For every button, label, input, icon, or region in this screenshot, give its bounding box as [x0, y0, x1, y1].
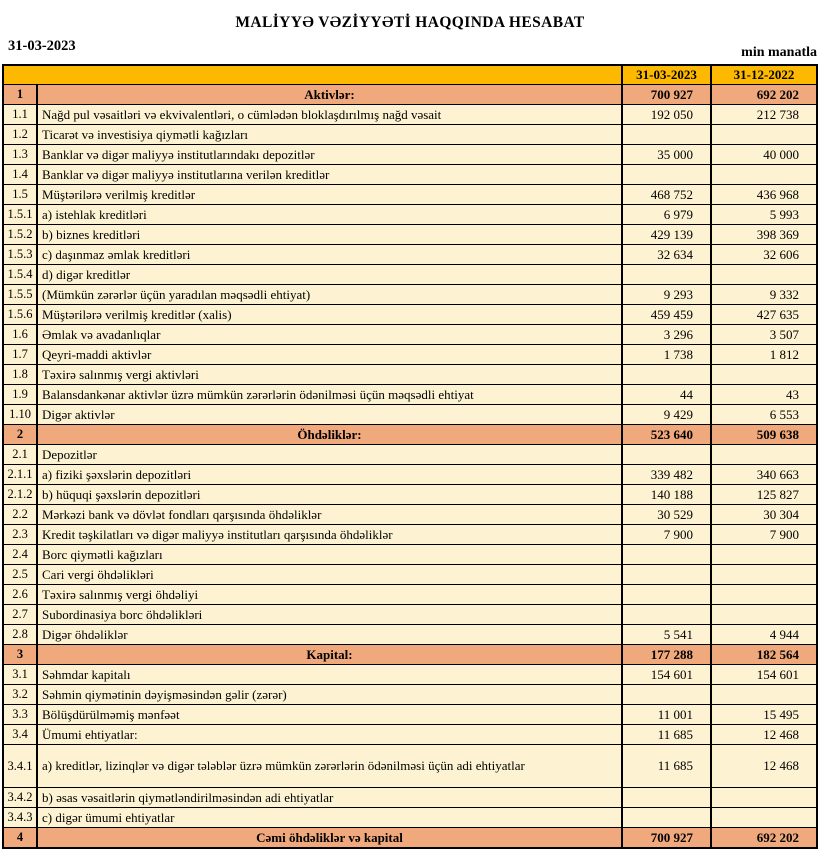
row-label-cell: Depozitlər	[37, 445, 622, 465]
value-2022-cell: 5 993	[711, 205, 817, 225]
table-row	[3, 245, 817, 265]
value-2023-cell: 523 640	[622, 425, 711, 445]
value-2023-cell	[622, 788, 711, 808]
value-2023-cell	[622, 545, 711, 565]
row-number-cell: 3.4.3	[3, 808, 37, 828]
table-row	[3, 665, 817, 685]
row-number-cell: 2.5	[3, 565, 37, 585]
row-number-cell: 1.8	[3, 365, 37, 385]
value-2022-cell	[711, 165, 817, 185]
row-label-cell: Mərkəzi bank və dövlət fondları qarşısında öhdəliklər	[37, 505, 622, 525]
row-label-cell: Aktivlər:	[37, 85, 622, 105]
value-2022-cell: 398 369	[711, 225, 817, 245]
table-row	[3, 345, 817, 365]
value-2022-cell	[711, 545, 817, 565]
section-row	[3, 425, 817, 445]
table-row	[3, 505, 817, 525]
value-2022-cell	[711, 808, 817, 828]
value-2022-cell: 7 900	[711, 525, 817, 545]
section-row	[3, 85, 817, 105]
table-row	[3, 325, 817, 345]
value-2023-cell: 6 979	[622, 205, 711, 225]
value-2023-cell: 700 927	[622, 85, 711, 105]
value-2022-cell: 40 000	[711, 145, 817, 165]
row-number-cell: 1.5.4	[3, 265, 37, 285]
row-label-cell: a) kreditlər, lizinqlər və digər tələblər üzrə mümkün zərərlərin ödənilməsi üçün adi ehtiyatlar	[37, 745, 622, 788]
table-row	[3, 145, 817, 165]
value-2022-cell	[711, 265, 817, 285]
row-number-cell: 1.5.6	[3, 305, 37, 325]
row-number-cell: 2.2	[3, 505, 37, 525]
header-period-2023: 31-03-2023	[622, 65, 711, 85]
value-2022-cell	[711, 125, 817, 145]
value-2022-cell: 1 812	[711, 345, 817, 365]
row-number-cell: 3.2	[3, 685, 37, 705]
value-2022-cell: 4 944	[711, 625, 817, 645]
table-row	[3, 125, 817, 145]
table-row	[3, 545, 817, 565]
table-row	[3, 605, 817, 625]
row-label-cell: Balansdankənar aktivlər üzrə mümkün zərərlərin ödənilməsi üçün məqsədli ehtiyat	[37, 385, 622, 405]
row-number-cell: 1.7	[3, 345, 37, 365]
table-row	[3, 788, 817, 808]
row-label-cell: a) istehlak kreditləri	[37, 205, 622, 225]
value-2023-cell	[622, 365, 711, 385]
value-2023-cell	[622, 165, 711, 185]
value-2022-cell: 43	[711, 385, 817, 405]
row-number-cell: 1.5	[3, 185, 37, 205]
section-row	[3, 645, 817, 665]
row-number-cell: 3	[3, 645, 37, 665]
table-row	[3, 185, 817, 205]
row-label-cell: Təxirə salınmış vergi öhdəliyi	[37, 585, 622, 605]
value-2023-cell	[622, 605, 711, 625]
table-row	[3, 808, 817, 828]
table-row	[3, 525, 817, 545]
value-2022-cell: 12 468	[711, 725, 817, 745]
row-label-cell: Ümumi ehtiyatlar:	[37, 725, 622, 745]
row-label-cell: Borc qiymətli kağızları	[37, 545, 622, 565]
row-number-cell: 2.1.2	[3, 485, 37, 505]
row-number-cell: 3.4.2	[3, 788, 37, 808]
table-row	[3, 725, 817, 745]
value-2022-cell	[711, 365, 817, 385]
value-2023-cell: 11 001	[622, 705, 711, 725]
value-2022-cell: 427 635	[711, 305, 817, 325]
table-row	[3, 745, 817, 788]
value-2022-cell: 182 564	[711, 645, 817, 665]
row-number-cell: 4	[3, 828, 37, 849]
row-label-cell: (Mümkün zərərlər üçün yaradılan məqsədli ehtiyat)	[37, 285, 622, 305]
row-number-cell: 1.9	[3, 385, 37, 405]
value-2023-cell	[622, 585, 711, 605]
table-row	[3, 365, 817, 385]
row-label-cell: d) digər kreditlər	[37, 265, 622, 285]
value-2023-cell: 192 050	[622, 105, 711, 125]
row-number-cell: 1.3	[3, 145, 37, 165]
table-row	[3, 625, 817, 645]
row-number-cell: 2.1	[3, 445, 37, 465]
row-label-cell: Banklar və digər maliyyə institutlarındakı depozitlər	[37, 145, 622, 165]
table-row	[3, 205, 817, 225]
row-label-cell: Qeyri-maddi aktivlər	[37, 345, 622, 365]
value-2022-cell: 9 332	[711, 285, 817, 305]
value-2022-cell: 692 202	[711, 85, 817, 105]
row-label-cell: Kredit təşkilatları və digər maliyyə institutları qarşısında öhdəliklər	[37, 525, 622, 545]
row-label-cell: Səhmin qiymətinin dəyişməsindən gəlir (zərər)	[37, 685, 622, 705]
row-number-cell: 3.1	[3, 665, 37, 685]
value-2022-cell	[711, 788, 817, 808]
table-row	[3, 265, 817, 285]
value-2023-cell: 30 529	[622, 505, 711, 525]
row-number-cell: 1.5.5	[3, 285, 37, 305]
table-row	[3, 445, 817, 465]
financial-statement-table	[2, 64, 818, 849]
value-2023-cell	[622, 685, 711, 705]
table-row	[3, 165, 817, 185]
value-2022-cell: 3 507	[711, 325, 817, 345]
row-number-cell: 2.3	[3, 525, 37, 545]
value-2022-cell: 30 304	[711, 505, 817, 525]
value-2023-cell: 339 482	[622, 465, 711, 485]
table-row	[3, 685, 817, 705]
value-2023-cell	[622, 565, 711, 585]
row-label-cell: c) digər ümumi ehtiyatlar	[37, 808, 622, 828]
value-2023-cell: 32 634	[622, 245, 711, 265]
value-2023-cell: 154 601	[622, 665, 711, 685]
value-2023-cell: 11 685	[622, 725, 711, 745]
value-2022-cell	[711, 585, 817, 605]
row-number-cell: 1.5.1	[3, 205, 37, 225]
value-2023-cell: 140 188	[622, 485, 711, 505]
value-2023-cell	[622, 125, 711, 145]
value-2023-cell	[622, 808, 711, 828]
row-label-cell: b) əsas vəsaitlərin qiymətləndirilməsindən adi ehtiyatlar	[37, 788, 622, 808]
value-2023-cell: 9 429	[622, 405, 711, 425]
row-number-cell: 1	[3, 85, 37, 105]
row-number-cell: 1.5.2	[3, 225, 37, 245]
value-2022-cell: 154 601	[711, 665, 817, 685]
value-2022-cell: 436 968	[711, 185, 817, 205]
row-label-cell: Bölüşdürülməmiş mənfəət	[37, 705, 622, 725]
value-2023-cell: 3 296	[622, 325, 711, 345]
value-2023-cell: 44	[622, 385, 711, 405]
table-row	[3, 585, 817, 605]
row-number-cell: 2	[3, 425, 37, 445]
row-number-cell: 1.1	[3, 105, 37, 125]
table-row	[3, 485, 817, 505]
value-2023-cell: 9 293	[622, 285, 711, 305]
row-label-cell: Səhmdar kapitalı	[37, 665, 622, 685]
table-row	[3, 225, 817, 245]
value-2022-cell: 32 606	[711, 245, 817, 265]
row-label-cell: Subordinasiya borc öhdəlikləri	[37, 605, 622, 625]
value-2023-cell: 5 541	[622, 625, 711, 645]
table-row	[3, 565, 817, 585]
page-title: MALİYYƏ VƏZİYYƏTİ HAQQINDA HESABAT	[235, 14, 585, 31]
value-2023-cell: 459 459	[622, 305, 711, 325]
row-label-cell: Ticarət və investisiya qiymətli kağızları	[37, 125, 622, 145]
value-2022-cell: 212 738	[711, 105, 817, 125]
value-2023-cell: 35 000	[622, 145, 711, 165]
row-number-cell: 1.5.3	[3, 245, 37, 265]
value-2023-cell: 468 752	[622, 185, 711, 205]
value-2022-cell: 340 663	[711, 465, 817, 485]
row-number-cell: 3.4.1	[3, 745, 37, 788]
table-row	[3, 705, 817, 725]
value-2022-cell: 15 495	[711, 705, 817, 725]
row-number-cell: 3.4	[3, 725, 37, 745]
value-2022-cell	[711, 565, 817, 585]
row-label-cell: Kapital:	[37, 645, 622, 665]
table-row	[3, 405, 817, 425]
row-label-cell: Digər öhdəliklər	[37, 625, 622, 645]
meta-row	[0, 38, 820, 62]
value-2023-cell: 429 139	[622, 225, 711, 245]
value-2022-cell	[711, 445, 817, 465]
row-label-cell: Müştərilərə verilmiş kreditlər (xalis)	[37, 305, 622, 325]
header-empty-cell	[3, 65, 622, 85]
table-body	[3, 85, 817, 849]
currency-unit-label: min manatla	[741, 45, 817, 60]
row-label-cell: Digər aktivlər	[37, 405, 622, 425]
row-label-cell: Banklar və digər maliyyə institutlarına verilən kreditlər	[37, 165, 622, 185]
row-label-cell: b) biznes kreditləri	[37, 225, 622, 245]
row-label-cell: b) hüquqi şəxslərin depozitləri	[37, 485, 622, 505]
table-row	[3, 305, 817, 325]
value-2023-cell: 1 738	[622, 345, 711, 365]
row-number-cell: 2.6	[3, 585, 37, 605]
table-row	[3, 285, 817, 305]
table-header-row	[3, 65, 817, 85]
table-row	[3, 385, 817, 405]
row-number-cell: 1.4	[3, 165, 37, 185]
row-label-cell: Əmlak və avadanlıqlar	[37, 325, 622, 345]
row-label-cell: a) fiziki şəxslərin depozitləri	[37, 465, 622, 485]
value-2022-cell	[711, 605, 817, 625]
value-2023-cell: 11 685	[622, 745, 711, 788]
row-label-cell: Cəmi öhdəliklər və kapital	[37, 828, 622, 849]
row-label-cell: Nağd pul vəsaitləri və ekvivalentləri, o cümlədən bloklaşdırılmış nağd vəsait	[37, 105, 622, 125]
row-label-cell: Müştərilərə verilmiş kreditlər	[37, 185, 622, 205]
row-number-cell: 3.3	[3, 705, 37, 725]
row-label-cell: Cari vergi öhdəlikləri	[37, 565, 622, 585]
report-date: 31-03-2023	[8, 38, 76, 54]
row-number-cell: 1.10	[3, 405, 37, 425]
value-2022-cell: 509 638	[711, 425, 817, 445]
row-number-cell: 1.2	[3, 125, 37, 145]
value-2023-cell	[622, 445, 711, 465]
value-2023-cell: 177 288	[622, 645, 711, 665]
table-row	[3, 465, 817, 485]
row-label-cell: Təxirə salınmış vergi aktivləri	[37, 365, 622, 385]
section-row	[3, 828, 817, 849]
value-2022-cell: 6 553	[711, 405, 817, 425]
row-number-cell: 2.1.1	[3, 465, 37, 485]
row-number-cell: 2.7	[3, 605, 37, 625]
value-2023-cell	[622, 265, 711, 285]
value-2022-cell: 692 202	[711, 828, 817, 849]
row-label-cell: Öhdəliklər:	[37, 425, 622, 445]
value-2023-cell: 700 927	[622, 828, 711, 849]
value-2022-cell: 125 827	[711, 485, 817, 505]
header-period-2022: 31-12-2022	[711, 65, 817, 85]
row-number-cell: 2.8	[3, 625, 37, 645]
row-number-cell: 2.4	[3, 545, 37, 565]
row-number-cell: 1.6	[3, 325, 37, 345]
table-row	[3, 105, 817, 125]
value-2022-cell	[711, 685, 817, 705]
value-2022-cell: 12 468	[711, 745, 817, 788]
value-2023-cell: 7 900	[622, 525, 711, 545]
row-label-cell: c) daşınmaz əmlak kreditləri	[37, 245, 622, 265]
